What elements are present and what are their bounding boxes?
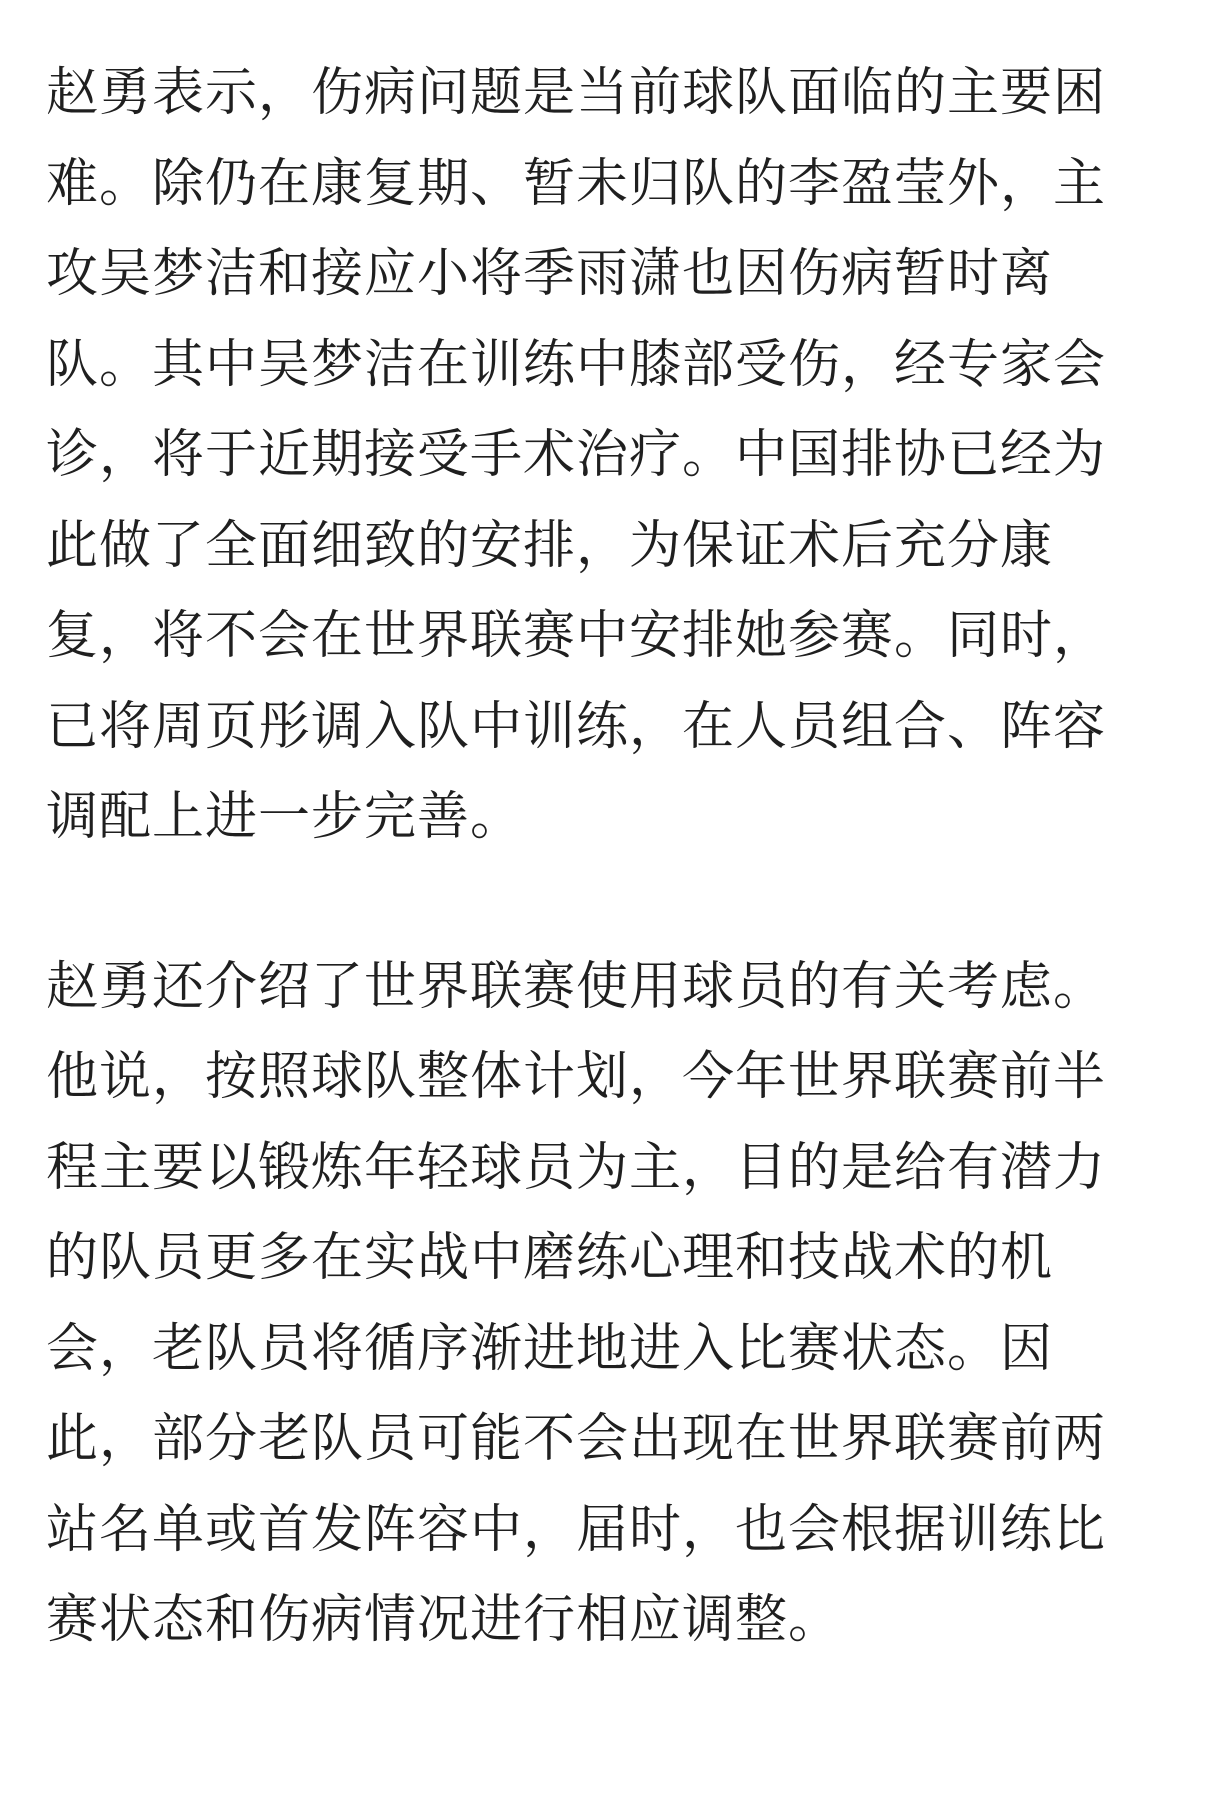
paragraph-player-plan (46, 942, 1160, 1666)
text-line: 他说，按照球队整体计划，今年世界联赛前半 (46, 1047, 1107, 1107)
text-line: 会，老队员将循序渐进地进入比赛状态。因 (46, 1318, 1054, 1379)
text-line: 队。其中吴梦洁在训练中膝部受伤，经专家会 (46, 334, 1107, 395)
text-line: 诊，将于近期接受手术治疗。中国排协已经为 (46, 425, 1107, 485)
paragraph-injury (46, 48, 1160, 863)
text-line: 站名单或首发阵容中，届时，也会根据训练比 (46, 1499, 1107, 1560)
text-line: 难。除仍在康复期、暂未归队的李盈莹外，主 (46, 153, 1107, 214)
text-line: 赵勇还介绍了世界联赛使用球员的有关考虑。 (46, 956, 1107, 1017)
paragraph-spacer (46, 863, 1160, 942)
text-line: 攻吴梦洁和接应小将季雨潇也因伤病暂时离 (46, 244, 1054, 304)
text-line: 已将周页彤调入队中训练，在人员组合、阵容 (46, 696, 1107, 757)
text-line: 的队员更多在实战中磨练心理和技战术的机 (46, 1228, 1054, 1288)
text-line: 复，将不会在世界联赛中安排她参赛。同时， (46, 606, 1107, 666)
text-line: 此，部分老队员可能不会出现在世界联赛前两 (46, 1409, 1107, 1469)
text-line: 程主要以锻炼年轻球员为主，目的是给有潜力 (46, 1137, 1107, 1198)
text-line: 此做了全面细致的安排，为保证术后充分康 (46, 515, 1054, 576)
article-body (46, 48, 1160, 1666)
text-line: 调配上进一步完善。 (46, 787, 524, 847)
text-line: 赵勇表示，伤病问题是当前球队面临的主要困 (46, 63, 1107, 123)
text-line: 赛状态和伤病情况进行相应调整。 (46, 1590, 842, 1650)
